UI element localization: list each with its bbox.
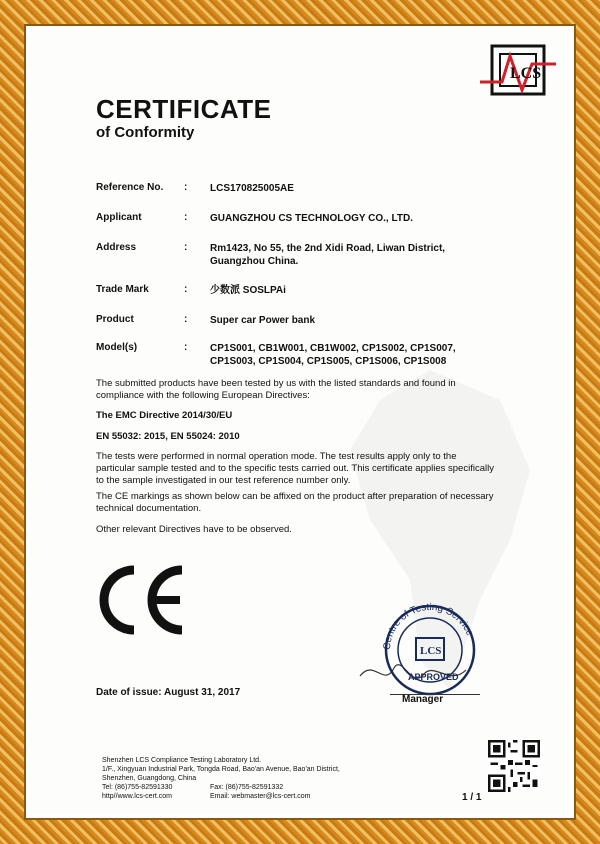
ce-mark-icon bbox=[94, 560, 194, 640]
directive-text: The EMC Directive 2014/30/EU bbox=[96, 410, 233, 421]
date-of-issue bbox=[96, 687, 240, 698]
models-value: CP1S001, CB1W001, CB1W002, CP1S002, CP1S007, CP1S003, CP1S004, CP1S005, CP1S006, CP1S008 bbox=[210, 343, 456, 367]
certificate-page: LCS CERTIFICATE of Conformity Reference No. : LCS170825005AE Applicant : GUANGZHOU CS TECHNOLOGY CO., LTD. Address : Rm1423, No 55, the 2nd Xidi Road, Liwan District, Guangzhou China. Trade Mark : 少数派 SOSLPAi Product : Super car Power bank Model(s) : CP1S001, CB1W001, CB1W002, CP1S002, CP1S007, CP1S003, CP1S004, CP1S005, CP1S006, CP1S008 The submitted products have been tested by us with the listed standards and found in compliance with the following European Directives: The EMC Directive 2014/30/EU EN 55032: 2015, EN 55024: 2010 The tests were performed in normal operation mode. The test results apply only to the particular sample tested and to the specific tests carried out. This certificate applies specifically to the sample investigated in our test reference number only. The CE markings as shown below can be affixed on the product after preparation of necessary technical documentation. Other relevant Directives have to be observed. Centre of Testing Service LCS APPROVED Manager Date of issue: August 31, 2017 Shenzhen LCS Compliance Testing Laboratory Ltd. 1/F., Xingyuan Industrial Park, Tongda Road, Bao'an Avenue, Bao'an District, Shenzhen, Guangdong, China Tel: (86)755-82591330 Fax: (86)755-82591332 http//www.lcs-cert.com Email: webmaster@lcs-cert.com 1 / 1 bbox=[30, 30, 570, 814]
lab-tel: Tel: (86)755-82591330 bbox=[102, 784, 173, 791]
intro-text: The submitted products have been tested by us with the listed standards and found in compliance with the following European Directives: bbox=[96, 378, 456, 401]
lab-fax: Fax: (86)755-82591332 bbox=[210, 784, 284, 791]
svg-text:LCS: LCS bbox=[420, 645, 442, 657]
svg-text:LCS: LCS bbox=[510, 65, 542, 82]
address-label: Address bbox=[96, 242, 137, 253]
page-title: CERTIFICATE bbox=[96, 94, 272, 124]
qr-code-icon bbox=[488, 740, 540, 792]
tests-note: The tests were performed in normal operation mode. The test results apply only to the particular sample tested and to the specific tests carried out. This certificate applies specifically to the sample investigated in our test reference number only. bbox=[96, 451, 494, 486]
standards-text: EN 55032: 2015, EN 55024: 2010 bbox=[96, 431, 240, 442]
reference-label: Reference No. bbox=[96, 182, 164, 193]
lab-address-2: Shenzhen, Guangdong, China bbox=[102, 775, 197, 782]
page-number: 1 / 1 bbox=[462, 792, 482, 803]
date-value: August 31, 2017 bbox=[164, 687, 241, 698]
reference-value: LCS170825005AE bbox=[210, 183, 294, 194]
product-label: Product bbox=[96, 314, 134, 325]
footer-address bbox=[102, 756, 422, 801]
trademark-value: 少数派 SOSLPAi bbox=[210, 285, 286, 296]
address-value: Rm1423, No 55, the 2nd Xidi Road, Liwan District, Guangzhou China. bbox=[210, 243, 446, 267]
lab-name: Shenzhen LCS Compliance Testing Laboratory Ltd. bbox=[102, 757, 262, 764]
approval-stamp bbox=[354, 598, 486, 708]
applicant-label: Applicant bbox=[96, 212, 142, 223]
page-subtitle: of Conformity bbox=[96, 124, 195, 141]
lab-website: http//www.lcs-cert.com bbox=[102, 793, 173, 800]
lab-address-1: 1/F., Xingyuan Industrial Park, Tongda Road, Bao'an Avenue, Bao'an District, bbox=[102, 766, 340, 773]
manager-label: Manager bbox=[402, 694, 444, 705]
svg-text:Centre of Testing Service: Centre of Testing Service bbox=[381, 601, 476, 651]
svg-text:APPROVED: APPROVED bbox=[408, 672, 459, 682]
ce-note: The CE markings as shown below can be affixed on the product after preparation of necessary technical documentation. bbox=[96, 491, 494, 514]
trademark-label: Trade Mark bbox=[96, 284, 149, 295]
applicant-value: GUANGZHOU CS TECHNOLOGY CO., LTD. bbox=[210, 213, 413, 224]
date-label: Date of issue: bbox=[96, 687, 162, 698]
product-value: Super car Power bank bbox=[210, 315, 316, 326]
lab-email: Email: webmaster@lcs-cert.com bbox=[210, 793, 311, 800]
models-label: Model(s) bbox=[96, 342, 138, 353]
other-directives-text: Other relevant Directives have to be observed. bbox=[96, 524, 292, 535]
lcs-logo-icon bbox=[478, 42, 558, 98]
